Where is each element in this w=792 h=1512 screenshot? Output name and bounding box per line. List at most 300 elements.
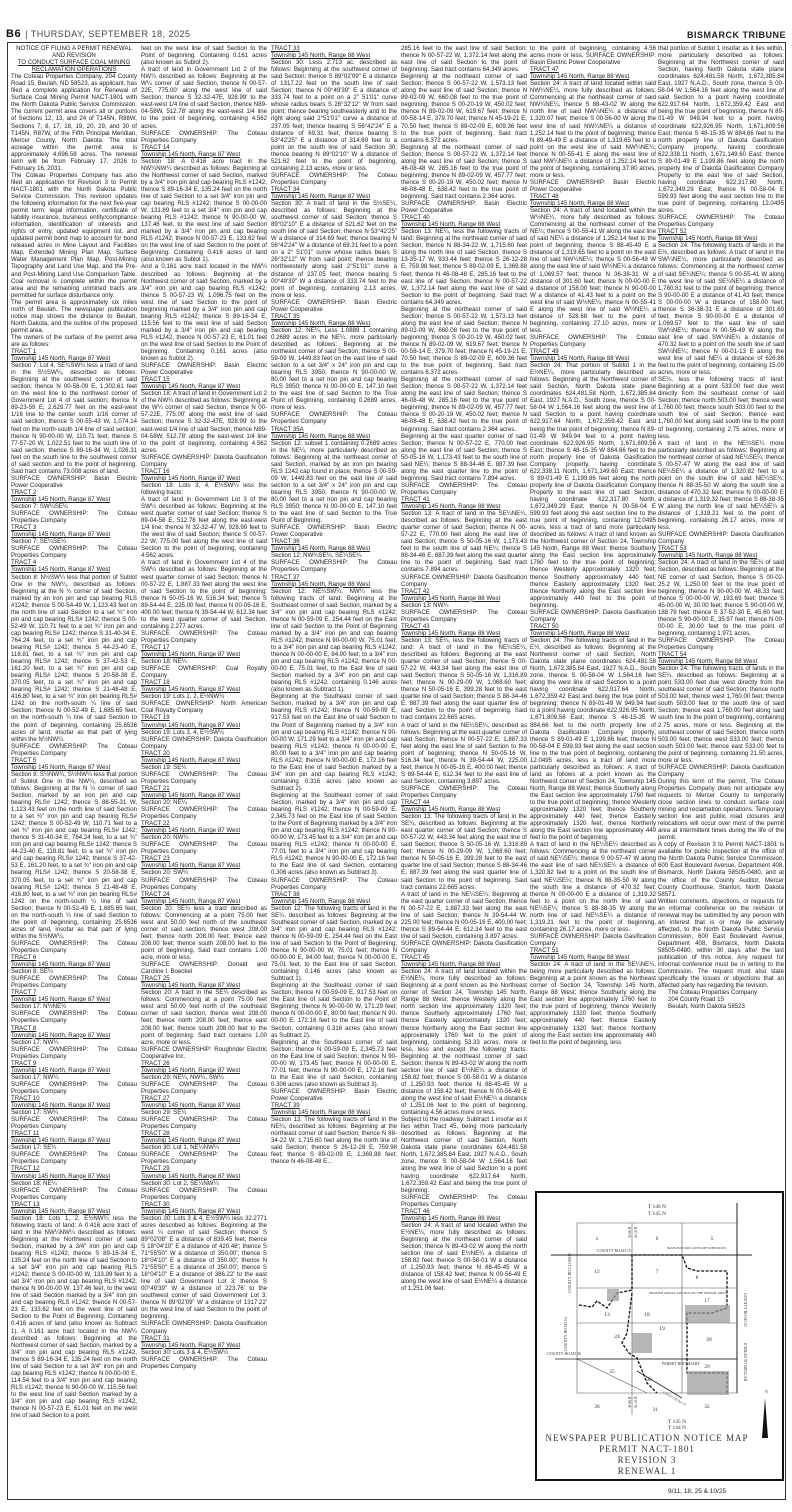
tract-heading: Township 145 North, Range 87 West [11,496,111,503]
tract-heading: TRACT 33 [271,45,300,52]
notice-paragraph: Section 30: Lot 1, NE¼NW¼ [141,1144,219,1152]
notice-paragraph: Section 24: A tract of land in the SE¼ of said Section, described as follows: Beginning at the NE corner of said Section, thence S 00-02-25.2 W, 1,250.00 feet to the true point of beginning; thence N 90-00-00 W, 48.33 feet; thence S 00-00-00 W, 193.69 feet; thence S 45-00-00 W, 30.00 feet; thence S 90-00-00 W, 188.79 feet; thence S 37-52-30 E, 45.60 feet; thence S 90-00-00 E, 35.97 feet; thence N 00-00-00 E, 30.00 feet to the true point of beginning, containing 1.971 acres. [658,559,784,637]
map-township-bottom-2: T 144 N [667,1425,687,1431]
notice-paragraph: Beginning at the Southeast corner of said Section; thence N 00-59-09 E, 917.53 feet on the East line of said Section to the Point of Beginning; thence N 90-00-00 W, 171.29 feet; thence N 00-00-00 E, 80.00 feet; thence N 90-00-00 E, 172.16 feet to the East line of said Section, containing 0.316 acres (also known as Subtract 2). [271,982,397,1039]
notice-paragraph: SURFACE OWNERSHIP: The Coteau Properties Company [141,770,267,785]
tract-heading: TRACT 29 [141,1165,170,1173]
notice-paragraph: SURFACE OWNERSHIP: The Coteau Properties Company [141,629,267,644]
publication-dates: 9/11, 18, 25 & 10/25 [668,1488,727,1495]
map-county-road-21: COUNTY ROAD 21 [743,1293,748,1327]
notice-paragraph: A tract of land in the NE¼SE¼ more particularly described as follows: Beginning at the northeast corner of said NE¼SE¼; thence S 00-57-47 W along the east line of said NE¼SE¼ a distance of 1,320.82 feet to a point on the south line of said NE¼SE¼; thence N 88-35-50 W along the south line a distance of 470.32 feet; thence N 00-00-00 E a distance of 1,319.32 feet; thence S 88-38-35 W along the north line of said NE¼SE¼ a distance of 1,319.21 feet to the point of beginning, containing 26.17 acres, more or less. [658,439,784,532]
map-range-top-east: R 87 W [633,1227,637,1239]
company-city: Beulah, North Dakota 58523 [668,1003,745,1011]
issue-date: THURSDAY, SEPTEMBER 18, 2025 [30,29,191,39]
tract-heading: TRACT 2 [11,488,37,496]
notice-paragraph: Section 24: The following tracts of land in the E½, described as follows: Beginning at the Northwest corner of said Section, North Dakota state plane coordinates 624,481.58 North, 1,672,385.84 East, 1927 N.A.D., South zone, thence S 00-58-04 W 1,564.16 feet along the west line of said Section to a point having coordinate 622,917.64 North, 1,672,359.42 East and being the true point of beginning; thence N 89-01-49 W 949.94 feet to a point having coordinate 622,926.95 North, 1,671,809.56 East; thence S 48-15-35 W 884.66 feet to the north property line of Dakota Gasification Company property; thence S 89-01-49 E 1,199.86 feet; thence N 00-58-04 E 599.93 feet along the east section line to the true point of beginning, containing 12.0495 acres, less a tract of land more particularly described as follows: A tract of land as follows at a point known as the Northwest corner of Section 24, Township 145 North, Range 88 West; thence Southerly along the East section line approximately 1760 feet to the true point of beginning; thence Westerly approximately 1320 feet; thence Southerly approximately 440 feet; thence Easterly approximately 1320 feet; thence Northerly along the East section line approximately 440 feet to the point of beginning. [530,636,656,842]
notice-paragraph: SURFACE OWNERSHIP: The Coteau Properties Company [11,1010,137,1025]
tract-heading: Township 145 North, Range 88 West [658,552,758,560]
notice-paragraph: Beginning at the Southeast corner of said Section, marked by a 3/4" iron pin and cap bearing RLS #1242; thence N 00-59-09 E, 917.53 feet on the East line of said Section to the Point of Beginning marked by a 3/4" iron pin and cap bearing RLS #1242; thence N 90-00-00 W, 171.29 feet to a 3/4" iron pin and cap bearing RLS #1242; thence N 00-00-00 E, 80.00 feet to a 3/4" iron pin and cap bearing RLS #1242; thence N 90-00-00 E, 172.16 feet to the East line of said Section marked by a 3/4" iron pin and cap bearing RLS #1242, containing 0.316 acres (also known as Subtract 2). [271,693,397,792]
tract-heading: TRACT 24 [141,890,170,898]
tract-heading: Township 145 North, Range 88 West [530,355,630,363]
tract-heading: Township 145 North, Range 88 West [271,52,371,60]
tract-heading: TRACT 9 [11,1059,37,1067]
notice-paragraph: SURFACE OWNERSHIP: Coal Royalty Company [141,665,267,680]
notice-paragraph: SURFACE OWNERSHIP: The Coteau Properties Company [401,784,527,799]
notice-paragraph: A tract of land in the NE¼SE¼, described as follows: Beginning at the east quarter corner of said Section; thence N 00-57-22 E, 1,887.33 feet along the east line of said Section to the point of beginning; thence N 50-05-16 W, 516.34 feet; thence N 39-54-44 W, 225.00 feet; thence N 00-05-16 E, 400.00 feet; thence S 89-54-44 E, 612.34 feet to the east line of said Section, containing 3.897 acres. [401,721,527,785]
notice-paragraph: SURFACE OWNERSHIP: The Coteau Properties Company [11,510,137,525]
notice-paragraph: SURFACE OWNERSHIP: The Coteau Properties Company [271,559,397,574]
tract-heading: TRACT 26 [141,1059,170,1067]
notice-paragraph: 285.16 feet to the east line of said Section; thence N 00-57-22 W, 1,372.14 feet along the east line of said Section to the point of beginning. Said tract contains 64.349 acres. [401,45,527,74]
notice-paragraph: feet on the west line of said Section to the Point of beginning. Containing 0.161 acres (also known as Sublot 2). [141,45,267,67]
notice-paragraph: And a 0.161 acre tract located in the NW¼ described as follows: Beginning at the Northwest corner of said Section, marked by a 3/4" iron pin and cap bearing RLS #1242; thence S 00-57-23 W, 1,096.75 feet on the west line of said Section to the point of beginning marked by a 3/4" iron pin and cap bearing RLS #1242; thence S 89-16-34 E, 115.56 feet to the west line of said Section marked by a 3/4" iron pin and cap bearing RLS #1242, thence N 00-57-23 E, 61.01 feet on the west line of said Section to the Point of beginning. Containing 0.161 acres (also known as Sublot 2). [141,263,267,363]
tract-heading: Township 145 North, Range 88 West [658,658,758,666]
tract-heading: TRACT 36 [271,538,300,546]
page-number: B6 [6,28,22,40]
map-revision: REVISION 3 [617,1455,677,1465]
tract-heading: TRACT 54 [658,651,687,659]
tract-heading: Township 145 North, Range 88 West [401,221,501,229]
notice-paragraph: A tract of land in the NE¼SE¼: Beginning at the east quarter corner of said Section; thence N 00-57-22 E, 1,887.33 feet along the east line of said Section; thence N 39-54-44 W, 225.00 feet; thence N 00-05-16 E, 400.00 feet; thence S 89-54-44 E, 612.34 feet to the east line of said Section, containing 3.897 acres. [401,890,527,940]
tract-heading: Township 145 North, Range 87 West [141,1066,241,1074]
map-section-label: 31 [652,1407,658,1413]
notice-paragraph: Section 24: The following tracts of lands in the E½, described as follows: A tract of land in the SW¼NE¼, more particularly described as follows: Commencing at the northwest corner of said SE¼NE¼; thence S 00-55-41 W along the west line of said SE¼NE¼ a distance of 1,780.81 feet to the point of beginning; thence S 90-00-00 E a distance of 41.43 feet; thence S 00-00-00 W a distance of 158.00 feet; thence S 36-38-31 E a distance of 301.60 feet; thence S 90-00-00 E a distance of 1,069.57 feet to the east line of said SW¼NE¼; thence N 00-56-49 W along the east line of said SW¼NE¼ a distance of 470.32 feet to a point on the south line of said SW¼NE¼; thence N 00-01-13 E along the west line of said NE¼ a distance of 626.86 feet to the point of beginning, containing 15.00 acres, more or less. [658,242,784,377]
notice-paragraph: SURFACE OWNERSHIP: Basin Electric Power Cooperative [271,524,397,539]
company-name: The Coteau Properties Company [668,989,758,997]
notice-paragraph: SURFACE OWNERSHIP: The Coteau Properties Company [271,411,397,426]
notice-paragraph: Section 18: A tract of land in Government Lot 2 of the NW¼ described as follows: Beginning at the W¼ corner of said Section, thence N 00-57-22E, 775.00' along the west line of said Section; thence S 32-32-47E, 928.99' to the east-west 1/4 line of said Section; thence N89-04-58W, 512.78' along the east-west 1/4 line to the point of beginning, containing 4.562 acres. [141,390,267,454]
map-section-label: 17 [704,1298,710,1304]
notice-paragraph: Section 17: SW¼ [11,1109,59,1117]
page-header: B6 | THURSDAY, SEPTEMBER 18, 2025 BISMARCK TRIBUNE [6,28,786,40]
tract-heading: TRACT 34 [271,185,300,193]
tract-heading: Township 145 North, Range 87 West [11,1207,111,1215]
notice-paragraph: Section 30: Lot 2, SE¼NW¼ [141,1179,219,1187]
tract-heading: TRACT 38 [271,890,300,898]
tract-heading: Township 145 North, Range 88 West [530,73,630,81]
tract-heading: TRACT 50 [530,622,559,630]
notice-paragraph: SURFACE OWNERSHIP: Dakota Gasification Company [141,735,267,750]
notice-paragraph: Section 24: A tract of land in the SE¼NE¼, being more particularly described as follows: Beginning at a point known as the Northeast corner of Section 24, Township 145 North, Range 88 West; thence Southerly along the East section line approximately 1760 feet to the true point of beginning; thence Westerly approximately 1320 feet; thence Southerly approximately 440 feet; thence Easterly approximately 1320 feet; thence Northerly along the East section line approximately 440 feet to the point of beginning, less [530,961,656,1046]
tract-heading: Township 145 North, Range 88 West [658,235,758,243]
notice-paragraph: Section 18: Lots 1, 2, E½NW¼ less the following tracts of land: A 0.416 acre tract of land in the NW¼NW¼ described as follows: Beginning at the Northwest corner of said Section, marked by a 3/4" iron pin and cap bearing RLS #1242; thence S 89-16-34 E, 135.24 feet on the north line of said Section to a set 3/4" iron pin and cap bearing RLS #1242; thence S 00-00-00 W, 133.99 feet to a set 3/4" iron pin and cap bearing RLS #1242; thence N 90-00-00 W, 137.46 feet, to the west line of said Section marked by a 3/4" iron pin and cap bearing RLS #1242; thence N 00-57-23 E, 133.62 feet on the west line of said Section to the Point of Beginning. Containing 0.416 acres of land (also known as Subtract 1). A 0.161 acre tract located in the NW¼ described as follows: Beginning at the Northwest corner of said Section, marked by a 3/4" iron pin and cap bearing RLS #1242, thence S 89-16-34 E, 135.24 feet on the north line of said Section to a set 3/4" iron pin and cap bearing RLS #1242; thence N 00-00-00 E, 114.54 feet to a 3/4" iron pin and cap bearing RLS #1242; thence N 90-00-00 W, 115.56 feet to the west line of said Section marked by a 3/4" iron pin and cap bearing RLS #1242, thence N 00-57-23 E, 61.01 feet on the west line of said Section to a point. [11,1214,137,1420]
tract-heading: Township 145 North, Range 88 West [271,1109,371,1117]
map-section-label: 30 [646,1377,652,1383]
tract-heading: Township 145 North, Range 87 West [11,566,111,574]
notice-paragraph: Subject to the roadway: Subtract 1 insofar as it lies within Tract 45, being more particularly described as follows: Beginning at the Northwest corner of said Section, North Dakota state plane coordinates 624,481.58 North, 1,672,385.84 East, 1927 N.A.D., South zone, thence S 00-58-04 W 1,564.16 feet along the west line of said Section to a point having coordinate 622,917.64 North, 1,672,359.42 East and being the true point of beginning. [401,1116,527,1194]
notice-paragraph: Beginning at the northeast corner of said Section; thence S 00-57-22 W, 1,573.13 feet along the east line of said Section; thence N 89-02-09 W, 660.08 feet to the true point of beginning; thence S 00-20-19 W, 450.02 feet; thence N 89-02-09 W, 619.67 feet; thence N 00-58-14 E, 379.70 feet; thence N 45-19-21 E, 70.50 feet; thence S 89-02-09 E, 609.36 feet to the true point of beginning. Said tract contains 6.372 acres. [401,305,527,377]
notice-paragraph: SURFACE OWNERSHIP: The Coteau Properties Company [658,214,784,229]
column-4 [401,45,527,1497]
notice-paragraph: Section 20: NW¼ [141,834,189,842]
notice-paragraph: Section 18: A 0.416 acre tract in the NW¼NW¼ described as follows: Beginning at the Northwest corner of said Section, marked by a 3/4" iron pin and cap bearing RLS #1242; thence S 89-16-34 E, 135.24 feet on the north line of said Section to a set 3/4" iron pin and cap bearing RLS #1242; thence S 00-00-00 W, 131.89 feet to a set 3/4" iron pin and cap bearing RLS #1242; thence N 90-00-00 W, 137.46 feet, to the west line of said Section marked by a 3/4" iron pin and cap bearing RLS #1242; thence N 00-57-23 E, 133.62 feet on the west line of said Section to the point of Beginning. Containing 0.416 acres of land (also known as Sublot 1). [141,157,267,264]
notice-paragraph: Written comments, objections, or requests for an informal conference on the revision or renewal may be submitted by any person with an interest that is or may be adversely affected, to the North Dakota Public Service Commission, 600 East Boulevard Avenue, Department 408, Bismarck, North Dakota 58505-0480, within 30 days after the last publication of this notice. Any request for informal conference must be in writing to the Commission. The request must also state specifically the issues or objections that an affected party has regarding the revision. [658,897,784,990]
map-miles-to-beulah: 6 MILES TO BEULAH [743,1343,748,1382]
tract-heading: Township 145 North, Range 87 West [141,756,241,764]
tract-heading: Township 145 North, Range 87 West [141,383,241,391]
notice-paragraph: Section 24: The following tracts of lands in the SE¼, described as follows: Beginning at a point 533.00 feet due west directly from the southeast corner of said Section; thence north 503.00 feet; thence west 1,760.00 feet; thence south 503.00 feet to the south line of said Section; thence east 1,760.00 feet along said south line to the point of beginning, containing 2.75 acres, more or less. Beginning at the southeast corner of said Section; thence north 503.00 feet; thence west 533.00 feet; thence south 503.00 feet; thence east 533.00 feet to the point of beginning, containing 21.50 acres, more or less. [658,665,784,764]
map-township-bottom-1: T 145 N [667,1419,687,1425]
tract-heading: Township 145 North, Range 88 West [271,897,371,905]
map-section-label: 24 [614,1334,620,1340]
notice-paragraph: Beginning at the northeast corner of said Section; thence S 00-57-22 W, 1,573.13 feet along the east line of said Section; thence N 89-02-09 W, 660.08 feet to the true point of beginning; thence S 00-20-19 W, 450.02 feet; thence N 89-02-09 W, 619.67 feet; thence N 00-58-14 E, 379.70 feet; thence N 45-19-21 E, 70.50 feet; thence S 89-02-09 E, 609.36 feet to the true point of beginning. Said tract contains 6.372 acres. [401,73,527,144]
notice-paragraph: Section 30: Less 2.713 ac. described as follows: Beginning at the southwest corner of said Section; thence S 89°02'09" E a distance of 1317.22 feet on the south line of said Section; thence N 00°49'39" E a distance of 333.74 feet to a point on a 2" 51'01" curve whose radius bears S 26°32'12" W from said point; thence bearing southeasterly and to the right along said 2°51'01" curve a distance of 237.05 feet; thence bearing S 56°42'24" E a distance of 69.31 feet; thence bearing S 53°42'25" E a distance of 314.69 feet to a point on the south line of said Section 30; thence bearing N 89°02'10" W a distance of 521.62 feet to the point of beginning, containing 2.13 acres, more or less. [271,59,397,172]
tract-heading: TRACT 42 [401,587,430,595]
notice-paragraph: Section 20: SW¼ [141,869,189,877]
column-1 [11,45,137,1497]
map-section-label: 5 [710,1236,714,1242]
notice-paragraph: SURFACE OWNERSHIP: Basin Electric Power Cooperative [141,362,267,377]
notice-paragraph: SURFACE OWNERSHIP: The Coteau Properties Company [141,1151,267,1166]
map-renewal: RENEWAL 1 [617,1466,677,1476]
notice-paragraph: SURFACE OWNERSHIP: The Coteau Properties Company [658,636,784,651]
notice-paragraph: SURFACE OWNERSHIP: The Coteau Properties Company [11,1151,137,1166]
tract-heading: TRACT 44 [401,799,430,807]
tract-heading: TRACT 4 [11,559,37,567]
tract-heading: Township 145 North, Range 87 West [141,721,241,729]
map-substation-label: BASIN ELECTRIC ANTELOPE SUBSTATION [667,1246,727,1250]
tract-heading: TRACT 6 [11,954,37,962]
notice-paragraph: Section 13: NE¼, less the following tracts of land: Beginning at the northeast corner of said Section; thence N 88-34-22 W, 1,715.60 feet along the north line of said Section; thence S 13-35-17 W, 933.44 feet; thence S 26-12-28 E, 759.98 feet; thence S 89-02-09 E, 1,369.88 feet; thence N 46-08-48 E, 285.16 feet to the east line of said Section; thence N 00-57-22 W, 1,372.14 feet along the east line of said Section to the point of beginning. Said tract contains 64.349 acres. [401,228,527,306]
notice-paragraph: SURFACE OWNERSHIP: The Coteau Properties Company [11,939,137,954]
notice-paragraph: Section 19: SE¼ [141,763,187,771]
tract-heading: Township 145 North, Range 87 West [141,651,241,659]
map-county-road-15-vert: COUNTY ROAD 15 [563,1317,568,1351]
notice-paragraph: Section 17: SE¼ [11,1144,57,1152]
notice-paragraph: SURFACE OWNERSHIP: The Coteau Properties Company [11,742,137,757]
tract-heading: TRACT 28 [141,1130,170,1138]
notice-paragraph: SURFACE OWNERSHIP: The Coteau Properties Company [11,1045,137,1060]
map-section-label: 8 [695,1275,699,1281]
map-county-rd-closed: COUNTY RD CLOSED [567,1253,572,1293]
notice-paragraph: Section 24: That portion of Sublot 1 in the E½NE¼, more particularly described as follows: Beginning at the Northwest corner of said Section, North Dakota state plane coordinates 624,481.58 North, 1,672,385.84 East, 1927 N.A.D., South zone, thence S 00-58-04 W 1,564.16 feet along the west line of said Section to a point having coordinate 622,917.64 North, 1,672,359.42 East and being the true point of beginning; thence N 89-01-49 W 949.94 feet to a point having coordinate 622,926.95 North, 1,671,809.56 East; thence S 48-15-35 W 884.66 feet to the north property line of Dakota Gasification Company property, having coordinate 622,338.11 North, 1,671,149.60 East; thence S 89-01-49 E 1,199.86 feet along the north property line of Dakota Gasification Company Property to the east line of said Section, having coordinate 622,317.80 North, 1,672,349.29 East; thence N 00-58-04 E 599.93 feet along the east section line to the true point of beginning, containing 12.0495 acres, less a tract of land more particularly described as follows: A tract of land known as the Northwest corner of Section 24, Township 145 North, Range 88 West; thence Southerly along the East section line approximately 1760 feet to the true point of beginning; thence Westerly approximately 1320 feet; thence Southerly approximately 440 feet; thence Easterly approximately 1320 feet; thence Northerly along the East section line approximately 440 feet to the point of beginning. [530,362,656,609]
signature-block [658,989,784,1010]
notice-paragraph: Section 8: S½NW¼, S½NW¼ less that portion of Sublot One in the NW¼, described as follows: Beginning at the N ¼ corner of said Section, marked by an iron pin and cap bearing RLS# 1242; thence S 88-55-31 W, 1,123.43 feet on the north line of said Section to a set ¾" iron pin and cap bearing RLS# 1242; thence S 00-52-49 W, 110.71 feet to a set ¾" iron pin and cap bearing RLS# 1242; thence S 31-40-34 E, 764.24 feet, to a set ¾" iron pin and cap bearing RLS# 1242; thence S 44-23-40 E, 118.81 feet, to a set ¾" iron pin and cap bearing RLS# 1242; thence S 37-42-53 E, 161.20 feet, to a set ¾" iron pin and cap bearing RLS# 1242; thence S 20-58-38 E, 370.05 feet, to a set ¾" iron pin and cap bearing RLS# 1242; thence S 21-48-48 E, 416.80 feet, to a set ¾" iron pin bearing RLS# 1242 on the north-south ¼ line of said Section; thence N 00-52-49 E, 1,685.65 feet, on the north-south ¼ line of said Section to the point of beginning, containing 25.6536 acres of land, insofar as that part of lying within the S½NW¼. [11,770,137,940]
notice-paragraph: SURFACE OWNERSHIP: Dakota Gasification Company [658,531,784,546]
tract-heading: TRACT 35A [271,425,304,433]
tract-heading: Township 145 North, Range 88 West [401,961,501,969]
legal-notice [7,42,786,1500]
tract-heading: Township 145 North, Range 87 West [141,982,241,990]
tract-heading: TRACT 1 [11,348,37,356]
notice-paragraph: Section 7: SE¼SE¼ [11,538,67,546]
map-range-bottom-east: R 87 W [633,1397,637,1409]
map-range-top-west: R 88 W [627,1227,631,1239]
map-section-label: 36 [594,1404,600,1410]
notice-paragraph: The owners of the surface of the permit area are as follows: [11,333,137,348]
tract-heading: TRACT 7 [11,989,37,997]
notice-paragraph: SURFACE OWNERSHIP: The Coteau Properties Company [271,876,397,891]
tract-heading: Township 145 North, Range 87 West [141,827,241,835]
notice-paragraph: Section 24: A tract of land located within the E½NE¼, more fully described as follows: Beginning at the northeast corner of said Section; thence N 89-43-02 W along the north section line of said E½NE¼ a distance of 158.82 feet; thence S 00-58-01 W a distance of 1,250.93 feet; thence N 88-45-45 W a distance of 158.42 feet; thence N 00-56-49 E along the west line of said E½NE¼ a distance of 1,251.06 feet. [401,1221,527,1293]
tract-heading: Township 145 North, Range 87 West [141,791,241,799]
notice-paragraph: Section 20: SE¼ less a tract described as follows: Commencing at a point 75.00 feet west and 50.00 feet north of the southeast corner of said section; thence west 208.00 feet; thence north 208.00 feet; thence east 208.00 feet; thence south 208.00 feet to the point of beginning. Said tract contains 1.00 acre, more or less. [141,904,267,962]
tract-heading: Township 145 North, Range 87 West [11,1172,111,1180]
tract-heading: TRACT 46 [401,1207,430,1215]
notice-paragraph: Section 18: NE¼ [11,1179,57,1187]
column-2 [141,45,267,1497]
notice-paragraph: SURFACE OWNERSHIP: Roughrider Electric Cooperative Inc. [141,1045,267,1060]
tract-heading: Township 145 North, Range 87 West [141,862,241,870]
tract-heading: TRACT 27 [141,1094,170,1102]
notice-paragraph: Section 12: The following tracts of land in the SE¼, described as follows: Beginning at the Southeast corner of said Section, marked by a 3/4" iron pin and cap bearing RLS #1242; thence N 00-59-09 E, 254.44 feet on the East line of said Section to the Point of Beginning; thence N 90-00-00 W, 75.01 feet; thence N 00-00-00 E, 84.00 feet; thence N 00-00-00 E, 75.01 feet, to the East line of said Section, containing 0.146 acres (also known as Subtract 1). [271,904,397,983]
notice-title: NOTICE OF FILING A PERMIT RENEWAL AND REVISION [16,45,132,60]
tract-heading: Township 145 North, Range 87 West [141,686,241,694]
notice-paragraph: Section 17: NW¼ [11,1073,59,1081]
notice-paragraph: A tract of land in Government Lot 2 of the NW¼ described as follows: Beginning at the W¼ corner of said Section, thence N 00-57-22E, 775.00' along the west line of said Section; thence S 32-32-47E, 928.99' to the east-west 1/4 line of said Section, thence N89-04-58W, 512.78' along the east-west 1/4 line to the point of beginning, containing 4.562 acres. [141,66,267,130]
tract-heading: TRACT 20 [141,749,170,757]
notice-paragraph: SURFACE OWNERSHIP: The Coteau Properties Company [141,806,267,821]
map-range-bottom-west: R 88 W [627,1397,631,1409]
notice-paragraph: SURFACE OWNERSHIP: The Coteau Properties Company [141,129,267,144]
notice-paragraph: Section 7: SW¼SE¼ [11,503,68,511]
notice-paragraph: Section 7: Lot 4, SE¼SW¼ less a tract of land in the S½SW¼, described as follows: Beginning at the southwest corner of said section; thence N 00-58-09 E, 1,302.61 feet on the west line to the northwest corner of Government Lot 4 of said section; thence N 89-23-59 E, 2,629.77 feet on the east-west 1/16 line to the center south 1/16 corner of said section; thence S 00-55-43 W, 1,074.14 feet on the north-south 1/4 line of said section; thence N 90-00-00 W, 110.71 feet; thence S 77-57-20 W, 1,022.51 feet to the south line of said section; thence S 89-16-34 W, 1,026.31 feet on the south line to the southwest corner of said section and to the point of beginning. Said tract contains 73.008 acres of land. [11,362,137,475]
notice-paragraph: SURFACE OWNERSHIP: Dakota Gasification Company [658,763,784,778]
notice-paragraph: Section 13: The following tracts of land in the SE¼, described as follows: Beginning at the east quarter corner of said Section; thence S 00-57-22 W, 443.34 feet along the east line of said Section; thence S 50-05-16 W, 1,316.89 feet; thence N 00-29-09 W, 1,068.60 feet; thence N 50-05-16 E, 399.28 feet to the east quarter line of said Section; thence S 88-34-46 E, 887.39 feet along the east quarter line of said Section to the point of beginning. Said tract contains 22.665 acres. [401,813,527,891]
notice-paragraph: Beginning at the northeast corner of said Section; thence S 00-57-22 W, 1,372.14 feet along the east line of said Section; thence S 46-08-48 W, 285.16 feet to the true point of beginning; thence N 89-02-09 W, 457.77 feet; thence S 00-20-19 W, 450.02 feet; thence N 46-08-48 E, 638.42 feet to the true point of beginning. Said tract contains 2.364 acres. [401,143,527,200]
tract-heading: Township 145 North, Range 87 West [11,763,111,771]
notice-paragraph: Section 13: SE¼, less the following tracts of land: A tract of land in the NE¼SE¼, described as follows: Beginning at the east quarter corner of said Section; thence S 00-57-22 W, 443.34 feet along the east line of said Section; thence S 50-05-16 W, 1,316.89 feet; thence N 00-29-09 W, 1,068.60 feet; thence N 50-05-16 E, 399.28 feet to the east quarter line of said Section; thence S 88-34-46 E, 887.39 feet along the east quarter line of said Section to the point of beginning. Said tract contains 22.665 acres. [401,636,527,722]
map-section-label: 25 [609,1369,615,1375]
tract-heading: Township 145 North, Range 88 West [530,629,630,637]
map-county-road-26-diag: COUNTY ROAD 26 [662,1390,687,1407]
tract-heading: TRACT 47 [530,66,559,74]
tract-heading: Township 145 North, Range 87 West [11,355,111,363]
notice-paragraph: SURFACE OWNERSHIP: Basin Electric Power Cooperative [271,298,397,313]
notice-paragraph: A tract of land in Government Lot 4 of the SW¼ described as follows: Beginning at the west quarter corner of said Section; thence N 00-57-22 E, 1,887.33 feet along the west line of said Section to the point of beginning; thence N 50-05-16 W, 516.34 feet; thence S 89-54-44 E, 225.00 feet; thence N 00-05-16 E, 400.00 feet; thence N 39-54-44 W, 612.34 feet to the west quarter corner of said Section, containing 2.277 acres. [141,559,267,630]
notice-paragraph: Section 12: NE¼, Less 1.0889 1 containing 0.2689 acres in the NE¼, more particularly described as follows: Beginning at the northeast corner of said Section; thence S 00-59-09 W, 1449.83 feet on the east line of said section to a set 3/4" x 24" iron pin and cap bearing RLS 3950; thence N 90-00-00 W, 80.00 feet to a set iron pin and cap bearing RLS 3950; thence N 00-00-00 E, 147.10 feet to the east line of said Section to the True Point of Beginning, containing 0.2689 acres, more or less. [271,326,397,412]
tract-heading: TRACT 17 [141,643,170,651]
tract-heading: Township 145 North, Range 88 West [271,432,371,440]
tract-heading: Township 145 North, Range 87 West [141,1341,241,1349]
notice-paragraph: Beginning at the northeast corner of said Section; thence S 00-57-22 W, 1,372.14 feet along the east line of said Section; thence S 46-08-48 W, 285.16 feet to the true point of beginning; thence N 89-02-09 W, 457.77 feet; thence S 00-20-19 W, 450.02 feet; thence N 46-08-48 E, 638.42 feet to the true point of beginning. Said tract contains 2.364 acres. [401,376,527,433]
tract-heading: TRACT 31 [141,1334,170,1342]
tract-heading: TRACT 40 [401,214,430,222]
tract-heading: Township 145 North, Range 88 West [271,580,371,588]
map-title: NEWSPAPER PUBLICATION NOTICE MAP [545,1433,749,1443]
notice-paragraph: A tract of land in Government Lot 3 of the SW¼ described as follows: Beginning at the west quarter corner of said Section; thence S 89-04-58 E, 512.78 feet along the east-west 1/4 line; thence N 32-32-47 W, 928.99 feet to the west line of said Section; thence S 00-57-22 W, 775.00 feet along the west line of said Section to the point of beginning, containing 4.562 acres. [141,496,267,560]
tract-heading: TRACT 53 [658,545,687,553]
notice-paragraph: to the point of beginning, containing 4.56 acres more or less, SURFACE OWNERSHIP: Basin Electric Power Cooperative [530,45,656,67]
tract-heading: Township 145 North, Range 87 West [141,897,241,905]
notice-paragraph: SURFACE OWNERSHIP: Dakota Gasification Company [530,608,656,623]
tract-heading: Township 145 North, Range 87 West [11,531,111,539]
tract-heading: Township 145 North, Range 88 West [401,1214,501,1222]
notice-paragraph: SURFACE OWNERSHIP: The Coteau Properties Company [401,1193,527,1208]
tract-heading: Township 145 North, Range 88 West [401,503,501,511]
notice-paragraph: Section 18: NE¼ [141,658,187,666]
notice-paragraph: SURFACE OWNERSHIP: North American Coal Royalty Company [141,700,267,715]
notice-paragraph: Section 24: A tract of land located within the W½NE¼, more fully described as follows: Commencing at the northeast corner of the NE¼; thence S 00-55-41 W along the east line of said NE¼ a distance of 1,252.14 feet to the point of beginning; thence S 88-45-49 E a distance of 1,319.65 feet to a point on the east line of said NW¼NE¼; thence S 00-56-49 W along the east line of said W½NE¼ a distance of 1,069.57 feet; thence N 36-38-31 W a distance of 301.60 feet; thence N 00-00-00 E a distance of 158.00 feet; thence N 90-00-00 W a distance of 41.43 feet to a point on the west line of said W½NE¼; thence N 00-55-41 E along the west line of said W½NE¼ a distance of 528.68 feet to the point of beginning, containing 27.10 acres, more or less. [530,207,656,334]
tract-heading: Township 145 North, Range 87 West [141,474,241,482]
notice-paragraph: A copy of Revision 3 to Permit NACT-1801 is available for public inspection at the office of the North Dakota Public Service Commission, 600 East Boulevard Avenue, Department 408, Bismarck, North Dakota 58505-0480, and at the office of the County Auditor, Mercer County Courthouse, Stanton, North Dakota 58571. [658,841,784,898]
tract-heading: TRACT 30 [141,1200,170,1208]
notice-paragraph: SURFACE OWNERSHIP: Basin Electric Power Cooperative [530,178,656,193]
notice-paragraph: SURFACE OWNERSHIP: The Coteau Properties Company [141,876,267,891]
column-5 [530,45,656,1145]
notice-paragraph: Section 29: NE¼, NW¼, SW¼ [141,1073,224,1081]
notice-paragraph: Section 19: Lots 3, 4, E½SW¼ [141,728,224,736]
column-3 [271,45,397,1497]
tract-heading: TRACT 16 [141,467,170,475]
notice-paragraph: SURFACE OWNERSHIP: The Coteau Properties Company [11,545,137,560]
notice-paragraph: The permit area is approximately six miles north of Beulah. The newspaper publication notice map shows the distance to Beulah, North Dakota, and the outline of the proposed permit area. [11,298,137,334]
map-township-top-1: T 146 N [647,1204,667,1210]
notice-paragraph: SURFACE OWNERSHIP: The Coteau Properties Company [11,1080,137,1095]
tract-heading: Township 145 North, Range 87 West [141,150,241,158]
tract-heading: TRACT 41 [401,496,430,503]
notice-paragraph: Section 30: Lots 3 & 4, E½SW¼ less 32.2771 acres described as follows: Beginning at the west ¼ corner of said Section; thence S 89°02'08" E a distance of 839.45 feet; thence S 18°04'10" E a distance of 420.48'; thence S 71°55'50" W a distance of 350.00'; thence S 18°04'10" E a distance of 350.00'; thence N 71°55'50" E a distance of 350.00'; thence S 18°04'10" E a distance of 386.22' to the east line of said Government Lot 3; thence S 00°49'39" W a distance of 223.76' to the southwest corner of said Government Lot 3; thence N 89°02'09" W a distance of 1317.22' on the west line of said Section to the point of beginning. [141,1214,267,1321]
tract-heading: Township 145 North, Range 87 West [11,1066,111,1074]
notice-paragraph: Section 19: Lots 1, 2, E½NW¼ [141,693,225,701]
tract-heading: TRACT 22 [141,820,170,828]
tract-heading: Township 145 North, Range 88 West [401,594,501,602]
map-permit: PERMIT NACT-1801 [599,1444,695,1454]
tract-heading: Township 145 North, Range 87 West [11,996,111,1004]
tract-heading: TRACT 39 [271,1102,300,1110]
notice-paragraph: Section 12: NW¼SE¼, SE¼SE¼ [271,552,362,560]
notice-paragraph: Section 13: The following tracts of land in the NE¼, described as follows: Beginning at the northeast corner of said Section; thence N 88-34-22 W, 1,715.60 feet along the north line of said Section; thence S 26-12-28 E, 759.98 feet; thence S 89-02-09 E, 1,369.88 feet; thence N 46-08-48 E... [271,1116,397,1166]
tract-heading: TRACT 15 [141,376,170,384]
notice-paragraph: Beginning at the Southeast corner of said Section, marked by a 3/4" iron pin and cap bearing RLS #1242; thence N 00-59-09 E, 2,345.73 feet on the East line of said Section to the Point of Beginning marked by a 3/4" iron pin and cap bearing RLS #1242; thence N 90-00-00 W, 173.45 feet to a 3/4" iron pin and cap bearing RLS #1242; thence N 00-00-00 E, 77.01 feet to a 3/4" iron pin and cap bearing RLS #1242; thence N 90-00-00 E, 172.16 feet to the East line of said Section, containing 0.306 acres (also known as Subtract 3). [271,791,397,877]
newspaper-name: BISMARCK TRIBUNE [687,30,786,40]
tract-heading: TRACT 13 [11,1200,40,1208]
notice-paragraph: A tract of land in the NE¼SE¼ described as follows: Commencing at the northeast corner of said NE¼SE¼; thence S 00-57-47 W along the east line of said NE¼SE¼ a distance of 1,320.82 feet to a point on the south line of said NE¼SE¼; thence N 88-35-50 W along the south line a distance of 470.32 feet; thence N 00-00-00 E a distance of 1,319.32 feet to a point on the north line of said NE¼SE¼; thence S 88-38-35 W along the north line of said NE¼SE¼ a distance of 1,319.21 feet to the point of beginning, containing 26.17 acres, more or less. [530,841,656,933]
notice-paragraph: SURFACE OWNERSHIP: Dakota Gasification Company [401,573,527,588]
tract-heading: Township 145 North, Range 87 West [11,1102,111,1110]
notice-paragraph: SURFACE OWNERSHIP: Basin Electric Power Cooperative [401,200,527,215]
tract-heading: Township 145 North, Range 87 West [11,1031,111,1039]
tract-heading: Township 145 North, Range 88 West [530,200,630,208]
tract-heading: TRACT 18 [141,679,170,687]
notice-paragraph: SURFACE OWNERSHIP: The Coteau Properties Company [530,333,656,348]
permit-notice-map [535,1191,784,1481]
tract-heading: Township 145 North, Range 87 West [141,1137,241,1145]
notice-paragraph: SURFACE OWNERSHIP: The Coteau Properties Company [11,1186,137,1201]
column-6 [658,45,784,1145]
notice-paragraph: The Coteau Properties Company has also filed an application for Revision 3 to Permit NACT-1801 with the North Dakota Public Service Commission. This revision updates the following information for the next five-year permit term; legal information, certificate of liability insurance, business entity/compliance information, identification of interests and rights of entry, updated equipment list, and updated permit bond map to account for bond released acres in Mine Layout and Facilities Map, Extended Mining Plan Map, Surface Water Management Plan Map, Post-Mining Topography and Land Use Map, and the Pre- and Post-Mining Land Use Comparison Table. Coal removal is complete within the permit area and the remaining unmined tracts are permitted for surface disturbance only. [11,171,137,299]
tract-heading: Township 145 North, Range 88 West [271,319,371,327]
notice-paragraph: Section 24: A tract of land located within said NW¼NE¼, more fully described as follows: Commencing at the northeast corner of said NW¼NE¼, thence S 88-43-02 W along the north line of said NW¼NE¼ a distance of 1,320.07 feet; thence S 00-56-00 W along the west line of said NW¼NE¼ a distance of 1,252.14 feet to the point of beginning; thence N 89-49-49 E a distance of 1,319.65 feet to a point on the west line of said NW¼NE¼; thence N 00-55-41 E along the west line of said NW¼NE¼ a distance of 1,252.14 feet to the point of beginning, containing 37.80 acres, more or less. [530,80,656,179]
notice-paragraph: Section 20: A tract in the SE¼ described as follows: Commencing at a point 75.00 feet west and 50.00 feet north of the southeast corner of said section; thence west 208.00 feet; thence north 208.00 feet; thence east 208.00 feet; thence south 208.00 feet to the point of beginning. Said tract contains 1.00 acre, more or less. [141,989,267,1046]
tract-heading: TRACT 14 [141,143,170,151]
tract-heading: Township 145 North, Range 87 West [141,1207,241,1215]
tract-heading: TRACT 21 [141,784,170,792]
map-section-label: 29 [704,1364,710,1370]
notice-paragraph: Section 29: SE¼ [141,1109,187,1117]
tract-heading: TRACT 35 [271,312,300,320]
notice-paragraph: Section 18: Lots 3, 4, E½SW¼ less the following tracts: [141,481,267,496]
notice-paragraph: The Coteau Properties Company, 204 County Road 15, Beulah, ND 58523, as applicant, has filed a complete application for Renewal of Surface Coal Mining Permit NACT-1801 with the North Dakota Public Service Commission. The current permit area covers all or portions of Sections 12, 13, and 24 of T145N, R88W, Sections 7, 8, 17, 18, 19, 20, 29, and 30 of T145N, R87W, of the Fifth Principal Meridian, Mercer County, North Dakota. The total acreage within the permit area is approximately 4,696.58 acres. The renewal term will be from February 17, 2026 to February 16, 2031. [11,73,137,172]
notice-paragraph: SURFACE OWNERSHIP: Dakota Gasification Company [401,939,527,954]
tract-heading: TRACT 37 [271,573,300,581]
map-section-label: 20 [706,1337,712,1343]
notice-paragraph: Section 8: SE¼ [11,968,54,976]
notice-paragraph: Section 13: NW¼ [401,601,449,609]
tract-heading: TRACT 12 [11,1165,40,1173]
notice-paragraph: SURFACE OWNERSHIP: Basin Electric Power Cooperative [11,474,137,489]
map-section-label: 13 [604,1312,610,1318]
map-section-label: 19 [659,1326,665,1332]
notice-paragraph: SURFACE OWNERSHIP: The Coteau Properties Company [141,1355,267,1370]
map-county-road-26: COUNTY ROAD 26 [547,1351,581,1356]
tract-heading: Township 145 North, Range 87 West [11,961,111,969]
tract-heading: TRACT 49 [530,348,559,356]
map-north-label: N [765,1389,768,1394]
north-arrow-icon [762,1398,768,1438]
notice-paragraph: that portion of Sublot 1 insofar as it lies within, more particularly described as follows: Beginning at the Northwest corner of said Section, having North Dakota state plane coordinates 624,481.58 North, 1,672,385.84 East, 1927 N.A.D., South zone, thence S 00-58-04 W 1,564.16 feet along the west line of said Section to a point having coordinate 622,917.64 North, 1,672,359.42 East and being the true point of beginning, thence N 89-01-49 W 949.94 feet to a point having coordinate 622,926.95 North, 1,671,809.56 East; thence S 48-15-35 W 884.66 feet to the north property line of Dakota Gasification Company property, having coordinate 622,338.11 North, 1,671,149.60 East; thence S 89-01-49 E 1,199.86 feet along the north property line of Dakota Gasification Company Property to the east line of said Section, having coordinate 622,317.80 North, 1,672,349.29 East; thence N 00-58-04 E 599.93 feet along the east section line to the true point of beginning, containing 12.0495 acres. [658,45,784,215]
tract-heading: TRACT 48 [530,192,559,200]
tract-heading: TRACT 8 [11,1024,37,1032]
tract-heading: Township 145 North, Range 88 West [271,545,371,553]
notice-paragraph: SURFACE OWNERSHIP: The Coteau Properties Company [141,1080,267,1095]
tract-heading: Township 145 North, Range 88 West [530,954,630,962]
tract-heading: TRACT 25 [141,975,170,983]
map-section-label: 18 [644,1312,650,1318]
map-shaded-note: SHADED AREAS ARE NOT IN THE PERMIT AREA [649,1291,728,1295]
notice-paragraph: SE¼, less the following tracts of land: Beginning at a point 533.00 feet due west directly from the southeast corner of said Section; thence north 503.00 feet; thence west 1,760.00 feet; thence south 503.00 feet to the south line of said Section; thence east 1,760.00 feet along said south line to the point of beginning, containing 2.75 acres, more or less. [658,376,784,440]
notice-paragraph: SURFACE OWNERSHIP: The Coteau Properties Company [401,481,527,496]
tract-heading: TRACT 10 [11,1094,40,1102]
notice-paragraph: SURFACE OWNERSHIP: Dakota Gasification Company [530,932,656,947]
tract-heading: TRACT 19 [141,714,170,722]
tract-heading: TRACT 11 [11,1130,40,1138]
notice-paragraph: SURFACE OWNERSHIP: The Coteau Properties Company [141,1116,267,1131]
notice-paragraph: SURFACE OWNERSHIP: The Coteau Properties Company [141,1186,267,1201]
notice-paragraph: Section 30: Lots 3 & 4, E½SW¼ [141,1348,229,1356]
notice-paragraph: Section 17: N½NE¼ [11,1003,67,1011]
notice-paragraph: Section 12: NE¼SW¼, NW¼ less the following tracts of land: Beginning at the Southeast corner of said Section, marked by a 3/4" iron pin and cap bearing RLS #1242; thence N 00-59-09 E, 254.44 feet on the East line of said Section to the Point of Beginning marked by a 3/4" iron pin and cap bearing RLS #1242; thence N 90-00-00 W, 75.01 feet; to a 3/4" iron pin and cap bearing RLS #1242; thence N 00-00-00 E, 84.00 feet; to a 3/4" iron pin and cap bearing RLS #1242; thence N 00-00-00 E, 75.01 feet, to the East line of said Section marked by a 3/4" iron pin and cap bearing RLS #1242, containing 0.146 acres (also known as Subtract 1). [271,587,397,694]
tract-heading: TRACT 3 [11,524,37,532]
notice-paragraph: SURFACE OWNERSHIP: Dakota Gasification Company [141,453,267,468]
tract-heading: Township 145 North, Range 88 West [401,806,501,814]
notice-paragraph: Section 24: A tract of land located within the E½NE¼, more fully described as follows: Beginning at a point known as the Northeast corner of Section 24, Township 145 North, Range 88 West; thence Westerly along the north section line approximately 1320 feet; thence Southerly approximately 1760 feet; thence Easterly approximately 1320 feet; thence Northerly along the East section line approximately 1760 feet to the point of beginning, containing 53.33 acres, more or less, less and except the following tracts: Beginning at the northeast corner of said Section; thence N 89-43-02 W along the north section line of said E½NE¼ a distance of 158.82 feet; thence S 00-58-01 W a distance of 1,250.93 feet; thence N 88-45-45 W a distance of 158.42 feet; thence N 00-56-49 E along the west line of said E½NE¼ a distance of 1,251.06 feet to the point of beginning, containing 4.56 acres more or less. [401,968,527,1117]
tract-heading: Township 145 North, Range 87 West [141,1172,241,1180]
notice-paragraph: SURFACE OWNERSHIP: Dakota Gasification Company [141,1320,267,1335]
notice-paragraph: SURFACE OWNERSHIP: The Coteau Properties Company [11,1116,137,1131]
map-section-label: 1 [595,1236,599,1242]
map-township-top-2: T 145 N [647,1211,667,1217]
map-permit-boundary-label: PERMIT BOUNDARY [662,1361,701,1366]
tract-heading: Township 145 North, Range 88 West [401,629,501,637]
notice-paragraph: Section 13: A tract of land in the SE¼NE¼, described as follows: Beginning at the east quarter corner of said Section; thence N 00-57-22 E, 770.00 feet along the east line of said Section; thence S 50-05-16 W, 1,173.43 feet to the south line of said NE¼; thence S 88-34-46 E, 887.39 feet along the east quarter line to the point of beginning. Said tract contains 7.894 acres. [401,510,527,574]
tract-heading: TRACT 43 [401,622,430,630]
notice-paragraph: Section 20: NE¼ [141,799,187,807]
notice-paragraph: SURFACE OWNERSHIP: Donald and Caroline I. Boeckel [141,961,267,976]
tract-heading: TRACT 45 [401,954,430,962]
tract-heading: TRACT 5 [11,756,37,764]
notice-paragraph: Section 30: A tract of land in the S½SE¼, described as follows: Beginning at the southwest corner of said Section; thence S 89°02'10" E a distance of 521.62 feet on the south line of said Section; thence N 53°42'25" W a distance of 314.69 feet; thence bearing N 56°42'24" W a distance of 69.31 feet to a point on a 2° 51'01" curve whose radius bears S 26°32'12" W from said point; thence bearing northwesterly along said 2°51'01" curve a distance of 237.05 feet; thence bearing S 00°49'39" W a distance of 333.74 feet to the point of beginning, containing 2.13 acres, more or less. [271,200,397,299]
tract-heading: TRACT 52 [658,228,687,236]
map-county-road-15: COUNTY ROAD 15 [597,1248,631,1253]
map-section-label: 12 [594,1269,600,1275]
notice-paragraph: SURFACE OWNERSHIP: The Coteau Properties Company [11,975,137,990]
notice-paragraph: Beginning at the east quarter corner of said Section; thence N 00-57-22 E, 770.00 feet along the east line of said Section; thence S 50-05-16 W, 1,173.43 feet to the south line of said NE¼; thence S 88-34-46 E, 887.39 feet along the east quarter line to the point of beginning. Said tract contains 7.894 acres. [401,432,527,482]
tract-heading: Township 145 North, Range 87 West [11,1137,111,1145]
tract-heading: TO CONDUCT SURFACE COAL MINING RECLAMATION OPERATIONS [17,59,131,74]
notice-paragraph: Section 12: subset 1 containing 0.2689 acres in the NE¼, more particularly described as follows: Beginning at the northeast corner of said Section, marked by an iron pin bearing RLS 1242 cap found in place; thence S 00-59-09 W, 1449.83 feet on the east line of said section to a set 3/4" x 24" iron pin and cap bearing RLS 3950; thence N 90-00-00 W, 80.00 feet to a set iron pin and cap bearing RLS 3950; thence N 00-00-00 E, 147.10 feet to the east line of said Section to the True Point of Beginning. [271,439,397,525]
notice-paragraph: SURFACE OWNERSHIP: The Coteau Properties Company [401,608,527,623]
map-section-label: 6 [655,1236,659,1242]
notice-paragraph: SURFACE OWNERSHIP: The Coteau Properties Company [271,171,397,186]
tract-heading: TRACT 23 [141,855,170,863]
notice-paragraph: Beginning at the Southeast corner of said Section; thence N 00-59-09 E, 2,345.73 feet on the East line of said Section; thence N 90-00-00 W, 173.45 feet; thence N 00-00-00 E, 77.01 feet; thence N 90-00-00 E, 172.16 feet to the East line of said Section, containing 0.306 acres (also known as Subtract 3). [271,1038,397,1088]
notice-paragraph: Section 8: N½SW¼ less that portion of Sublot One in the NW¼, described as follows: Beginning at the N ¼ corner of said Section, marked by an iron pin and cap bearing RLS #1242; thence S 00-54-49 W, 1,123.43 feet on the north line of said Section to a set ¾" iron pin and cap bearing RLS# 1242; thence S 00-52-49 W, 110.71 feet to a set ¾" iron pin and cap bearing RLS# 1242; thence S 31-40-34 E, 764.24 feet, to a set ¾" iron pin and cap bearing RLS# 1242; thence S 44-23-40 E, 118.81 feet, to a set ¾" iron pin and cap bearing RLS# 1242; thence S 37-42-53 E, 161.20 feet, to a set ¾" iron pin and cap bearing RLS# 1242; thence S 20-58-38 E, 370.05 feet, to a set ¾" iron pin and cap bearing RLS# 1242; thence S 21-48-48 E, 416.80 feet, to a set ¾" iron pin bearing RLS# 1242 on the north-south ¼ line of said Section; thence N 00-52-49 E, 1,685.65 feet, on the north-south ¼ line of said Section to the point of beginning, containing 25.6536 acres of land, insofar as that part of lying within the N½NW¼. [11,573,137,743]
company-street: 204 County Road 15 [668,996,724,1004]
tract-heading: Township 145 North, Range 87 West [271,192,371,200]
notice-paragraph: SURFACE OWNERSHIP: The Coteau Properties Company [141,841,267,856]
map-section-label: 7 [655,1269,659,1275]
